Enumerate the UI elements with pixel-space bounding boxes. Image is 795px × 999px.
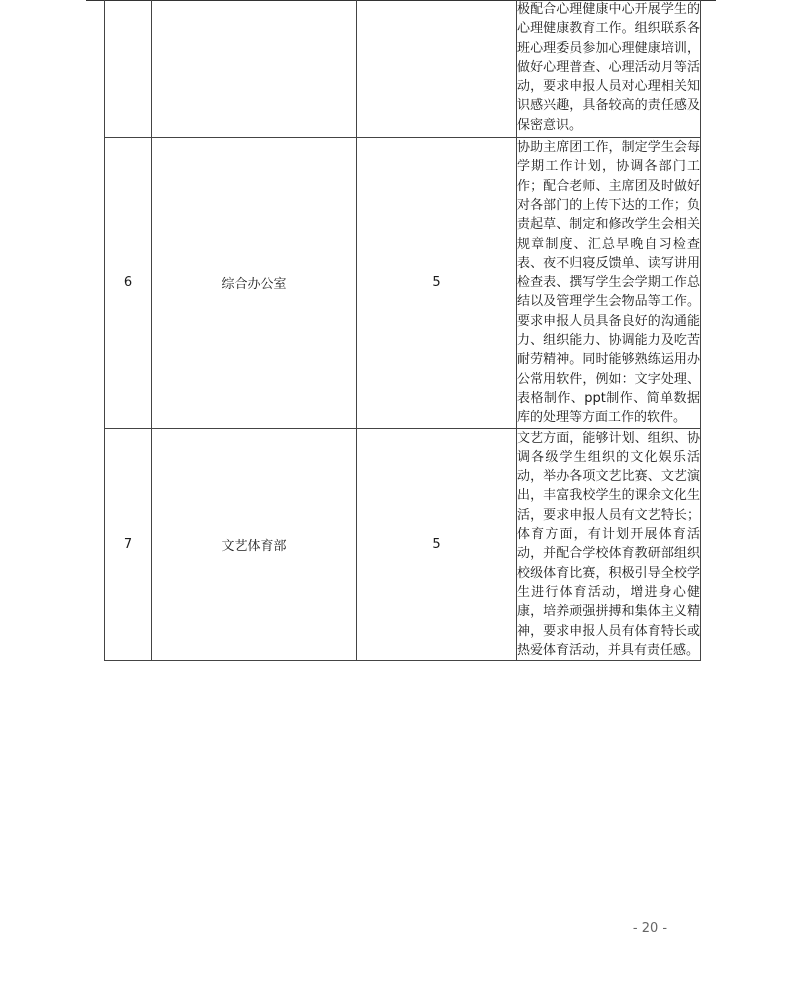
department-cell — [152, 0, 357, 138]
table-row — [105, 0, 701, 138]
description-cell: 文艺方面，能够计划、组织、协调各级学生组织的文化娱乐活动，举办各项文艺比赛、文艺演出，丰富我校学生的课余文化生活，要求申报人员有文艺特长；体育方面，有计划开展体育活动，并配合学校体育教研部组织校级体育比赛，积极引导全校学生进行体育活动，增进身心健康，培养顽强拼搏和集体主义精神，要求申报人员有体育特长或热爱体育活动，并具有责任感。 — [517, 428, 701, 661]
row-number-cell: 7 — [105, 428, 152, 661]
department-cell: 综合办公室 — [152, 138, 357, 428]
table-row — [105, 138, 701, 428]
department-cell: 文艺体育部 — [152, 428, 357, 661]
positions-table — [104, 0, 701, 661]
row-number-cell — [105, 0, 152, 138]
count-cell: 5 — [357, 428, 517, 661]
row-number-cell: 6 — [105, 138, 152, 428]
count-cell: 5 — [357, 138, 517, 428]
count-cell — [357, 0, 517, 138]
page-number: - 20 - — [632, 921, 668, 936]
table-row — [105, 428, 701, 661]
description-cell: 极配合心理健康中心开展学生的心理健康教育工作。组织联系各班心理委员参加心理健康培训，做好心理普查、心理活动月等活动，要求申报人员对心理相关知识感兴趣，具备较高的责任感及保密意识。 — [517, 0, 701, 138]
description-cell: 协助主席团工作，制定学生会每学期工作计划，协调各部门工作；配合老师、主席团及时做好对各部门的上传下达的工作；负责起草、制定和修改学生会相关规章制度、汇总早晚自习检查表、夜不归寝反馈单、读写讲用检查表、撰写学生会学期工作总结以及管理学生会物品等工作。要求申报人员具备良好的沟通能力、组织能力、协调能力及吃苦耐劳精神。同时能够熟练运用办公常用软件，例如：文字处理、表格制作、ppt制作、简单数据库的处理等方面工作的软件。 — [517, 138, 701, 428]
